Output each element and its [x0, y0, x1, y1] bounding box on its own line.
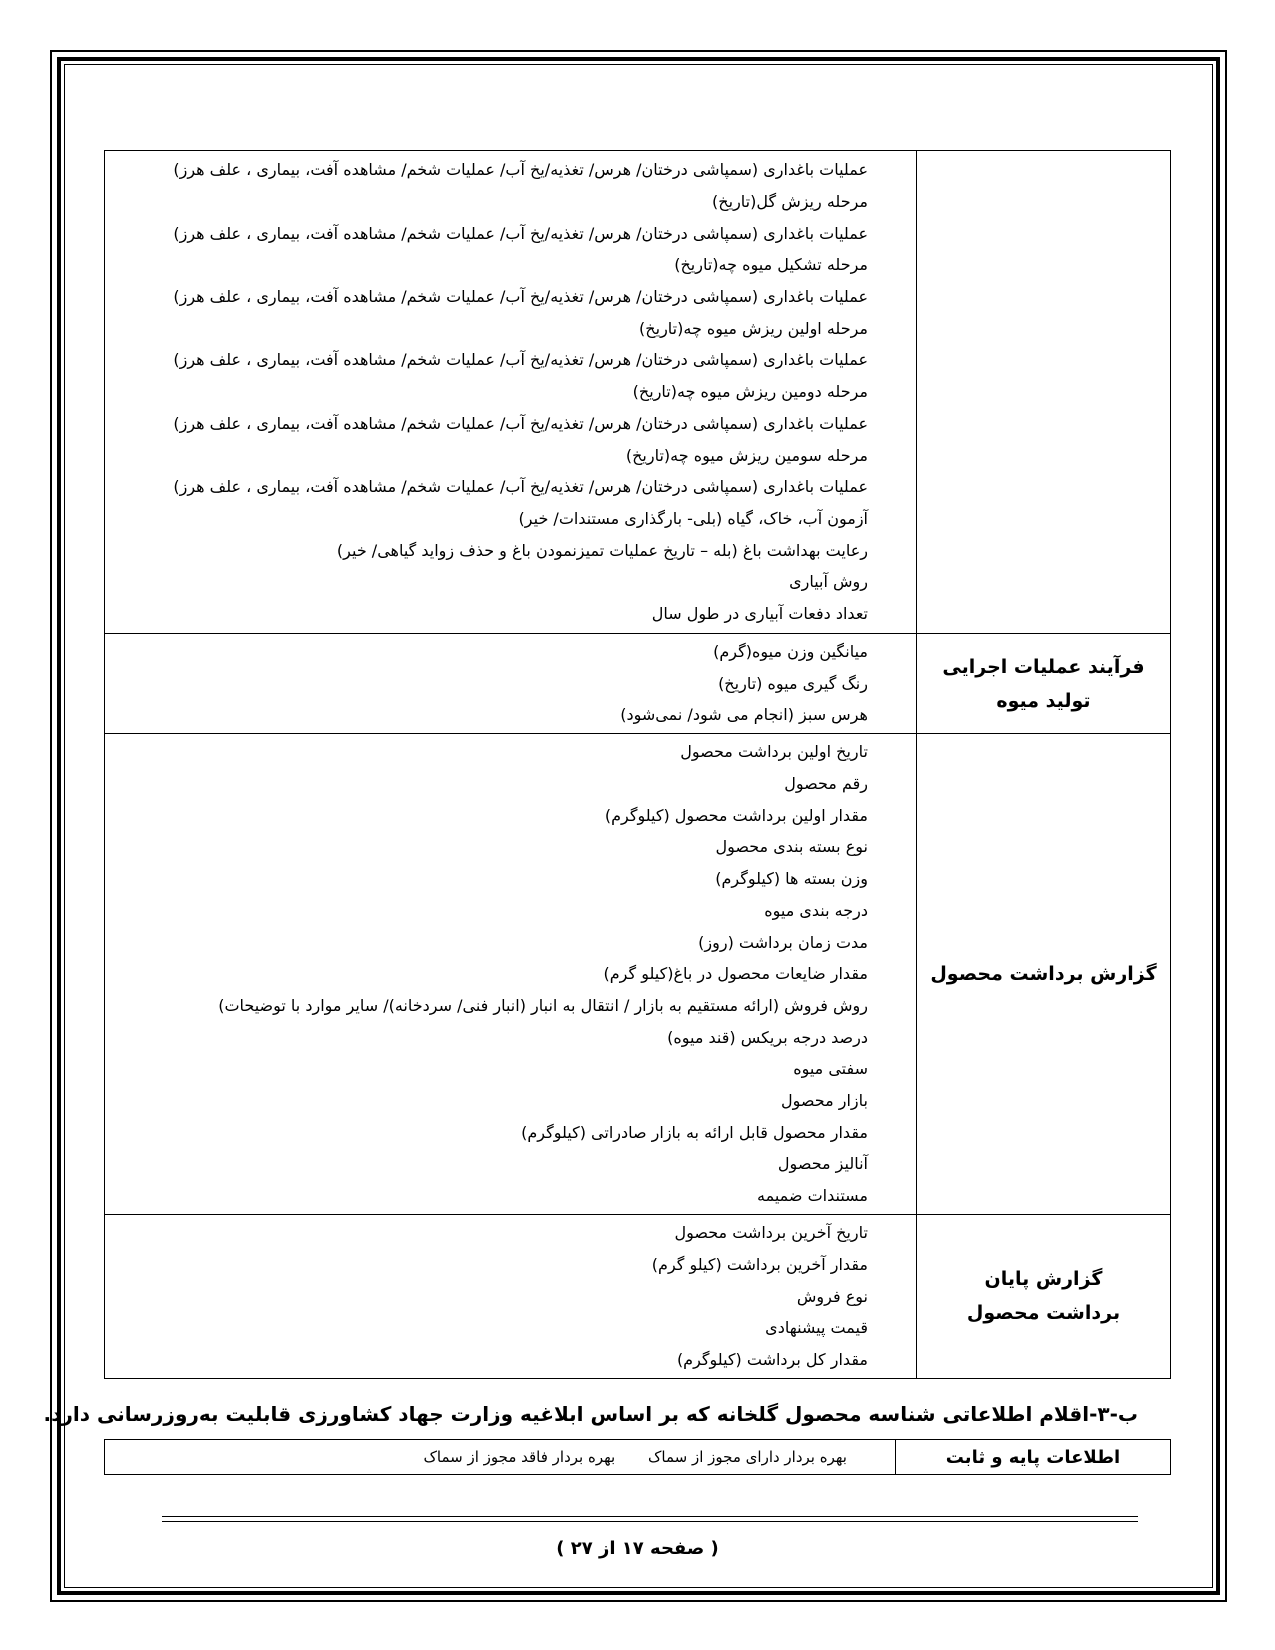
list-item: تاریخ آخرین برداشت محصول: [674, 1223, 868, 1243]
list-item: وزن بسته ها (کیلوگرم): [715, 869, 868, 889]
list-item: عملیات باغداری (سمپاشی درختان/ هرس/ تغذیه/یخ آب/ عملیات شخم/ مشاهده آفت، بیماری ، علف هرز): [173, 350, 868, 370]
row2-label-line2: تولید میوه: [996, 689, 1091, 712]
list-item: سفتی میوه: [793, 1059, 868, 1079]
list-item: آنالیز محصول: [777, 1154, 868, 1174]
row4-label: [916, 1215, 1170, 1379]
table-row: [105, 734, 1171, 1215]
list-item: قیمت پیشنهادی: [765, 1318, 868, 1338]
list-item: مرحله دومین ریزش میوه چه(تاریخ): [632, 382, 868, 402]
list-item: رنگ گیری میوه (تاریخ): [718, 673, 868, 693]
info-table: [104, 1439, 1171, 1475]
list-item: مقدار اولین برداشت محصول (کیلوگرم): [604, 805, 868, 825]
list-item: مرحله ریزش گل(تاریخ): [712, 191, 868, 211]
footer-rule-bottom: [162, 1521, 1138, 1522]
footer-rule-top: [162, 1516, 1138, 1517]
row3-label: گزارش برداشت محصول: [916, 734, 1170, 1215]
list-item: روش فروش (ارائه مستقیم به بازار / انتقال به انبار (انبار فنی/ سردخانه)/ سایر موارد با توضیحات): [218, 995, 868, 1015]
info-option-licensed: بهره بردار دارای مجوز از سماک: [648, 1448, 847, 1466]
section-title: ب-۳-اقلام اطلاعاتی شناسه محصول گلخانه که بر اساس ابلاغیه وزارت جهاد کشاورزی قابلیت به‌روزرسانی دارد.: [43, 1402, 1138, 1426]
row4-label-line2: برداشت محصول: [966, 1302, 1121, 1325]
info-options: [105, 1440, 896, 1475]
info-option-unlicensed: بهره بردار فاقد مجوز از سماک: [423, 1448, 616, 1466]
row3-content: [105, 734, 917, 1215]
list-item: رقم محصول: [784, 774, 868, 794]
list-item: عملیات باغداری (سمپاشی درختان/ هرس/ تغذیه/یخ آب/ عملیات شخم/ مشاهده آفت، بیماری ، علف هرز): [173, 223, 868, 243]
list-item: مقدار کل برداشت (کیلوگرم): [676, 1349, 868, 1369]
list-item: هرس سبز (انجام می شود/ نمی‌شود): [620, 705, 868, 725]
table-row: [105, 634, 1171, 734]
row2-content: [105, 634, 917, 734]
table-row: [105, 1440, 1171, 1475]
list-item: درجه بندی میوه: [764, 900, 868, 920]
list-item: رعایت بهداشت باغ (بله – تاریخ عملیات تمیزنمودن باغ و حذف زواید گیاهی/ خیر): [336, 540, 868, 560]
table-row: [105, 151, 1171, 634]
list-item: آزمون آب، خاک، گیاه (بلی- بارگذاری مستندات/ خیر): [518, 508, 868, 528]
list-item: بازار محصول: [781, 1091, 868, 1111]
row4-label-line1: گزارش پایان: [984, 1268, 1103, 1291]
list-item: مدت زمان برداشت (روز): [698, 932, 868, 952]
list-item: نوع فروش: [796, 1286, 868, 1306]
row2-label: [916, 634, 1170, 734]
list-item: مرحله تشکیل میوه چه(تاریخ): [674, 255, 868, 275]
list-item: مقدار محصول قابل ارائه به بازار صادراتی (کیلوگرم): [521, 1122, 868, 1142]
row4-content: [105, 1215, 917, 1379]
row1-content: [105, 151, 917, 634]
list-item: تعداد دفعات آبیاری در طول سال: [651, 604, 868, 624]
list-item: میانگین وزن میوه(گرم): [713, 642, 868, 661]
list-item: نوع بسته بندی محصول: [715, 837, 868, 857]
list-item: عملیات باغداری (سمپاشی درختان/ هرس/ تغذیه/یخ آب/ عملیات شخم/ مشاهده آفت، بیماری ، علف هرز): [173, 160, 868, 180]
list-item: مرحله سومین ریزش میوه چه(تاریخ): [625, 445, 868, 465]
list-item: عملیات باغداری (سمپاشی درختان/ هرس/ تغذیه/یخ آب/ عملیات شخم/ مشاهده آفت، بیماری ، علف هرز): [173, 477, 868, 497]
list-item: تاریخ اولین برداشت محصول: [680, 742, 868, 762]
list-item: درصد درجه بریکس (قند میوه): [667, 1027, 868, 1047]
row2-label-line1: فرآیند عملیات اجرایی: [942, 655, 1145, 678]
row1-label: [916, 151, 1170, 634]
list-item: مرحله اولین ریزش میوه چه(تاریخ): [639, 318, 868, 338]
list-item: مقدار آخرین برداشت (کیلو گرم): [651, 1254, 868, 1274]
list-item: عملیات باغداری (سمپاشی درختان/ هرس/ تغذیه/یخ آب/ عملیات شخم/ مشاهده آفت، بیماری ، علف هرز): [173, 413, 868, 433]
list-item: مقدار ضایعات محصول در باغ(کیلو گرم): [603, 964, 868, 984]
table-row: [105, 1215, 1171, 1379]
main-table: [104, 150, 1171, 1379]
info-label: اطلاعات پایه و ثابت: [895, 1440, 1170, 1475]
list-item: مستندات ضمیمه: [757, 1186, 868, 1206]
page-number: ( صفحه ۱۷ از ۲۷ ): [556, 1538, 719, 1559]
list-item: عملیات باغداری (سمپاشی درختان/ هرس/ تغذیه/یخ آب/ عملیات شخم/ مشاهده آفت، بیماری ، علف هرز): [173, 287, 868, 307]
list-item: روش آبیاری: [789, 572, 868, 592]
